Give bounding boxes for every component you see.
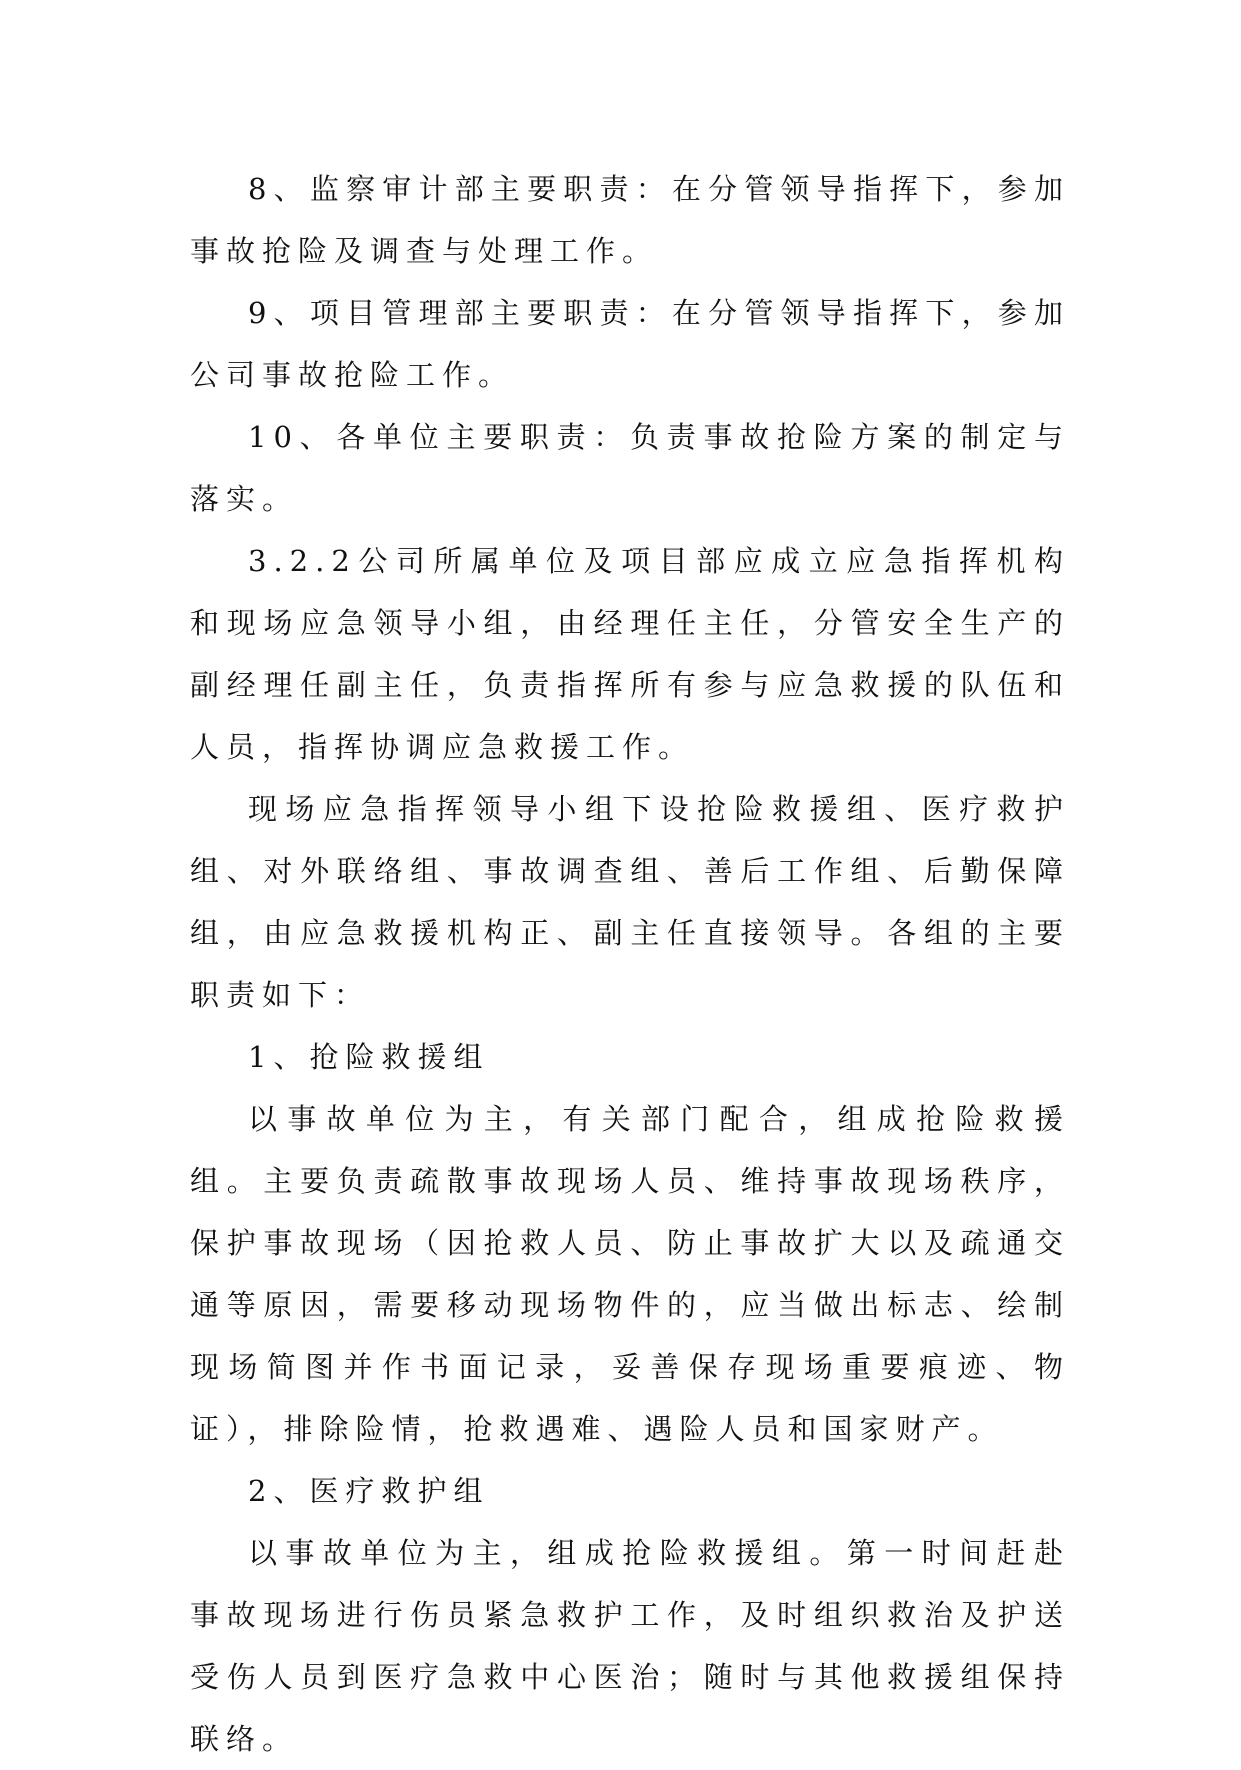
heading-medical-group: 2、医疗救护组 — [248, 1474, 490, 1508]
paragraph-project-dept-duties: 9、项目管理部主要职责：在分管领导指挥下，参加公司事故抢险工作。 — [190, 296, 1070, 392]
paragraph-rescue-group-duties: 以事故单位为主，有关部门配合，组成抢险救援组。主要负责疏散事故现场人员、维持事故现场秩序，保护事故现场（因抢救人员、防止事故扩大以及疏通交通等原因，需要移动现场物件的，应当做出标志、绘制现场简图并作书面记录，妥善保存现场重要痕迹、物证），排除险情，抢救遇难、遇险人员和国家财产。 — [190, 1102, 1070, 1446]
heading-rescue-group: 1、抢险救援组 — [248, 1040, 490, 1074]
document-body — [190, 158, 1070, 1770]
paragraph-audit-dept-duties: 8、监察审计部主要职责：在分管领导指挥下，参加事故抢险及调查与处理工作。 — [190, 172, 1070, 268]
paragraph-unit-duties: 10、各单位主要职责：负责事故抢险方案的制定与落实。 — [190, 420, 1070, 516]
paragraph-medical-group-duties: 以事故单位为主，组成抢险救援组。第一时间赶赴事故现场进行伤员紧急救护工作，及时组织救治及护送受伤人员到医疗急救中心医治；随时与其他救援组保持联络。 — [190, 1536, 1070, 1756]
paragraph-group-setup: 现场应急指挥领导小组下设抢险救援组、医疗救护组、对外联络组、事故调查组、善后工作组、后勤保障组，由应急救援机构正、副主任直接领导。各组的主要职责如下： — [190, 792, 1070, 1012]
paragraph-section-3-2-2: 3.2.2公司所属单位及项目部应成立应急指挥机构和现场应急领导小组，由经理任主任，分管安全生产的副经理任副主任，负责指挥所有参与应急救援的队伍和人员，指挥协调应急救援工作。 — [190, 544, 1070, 764]
